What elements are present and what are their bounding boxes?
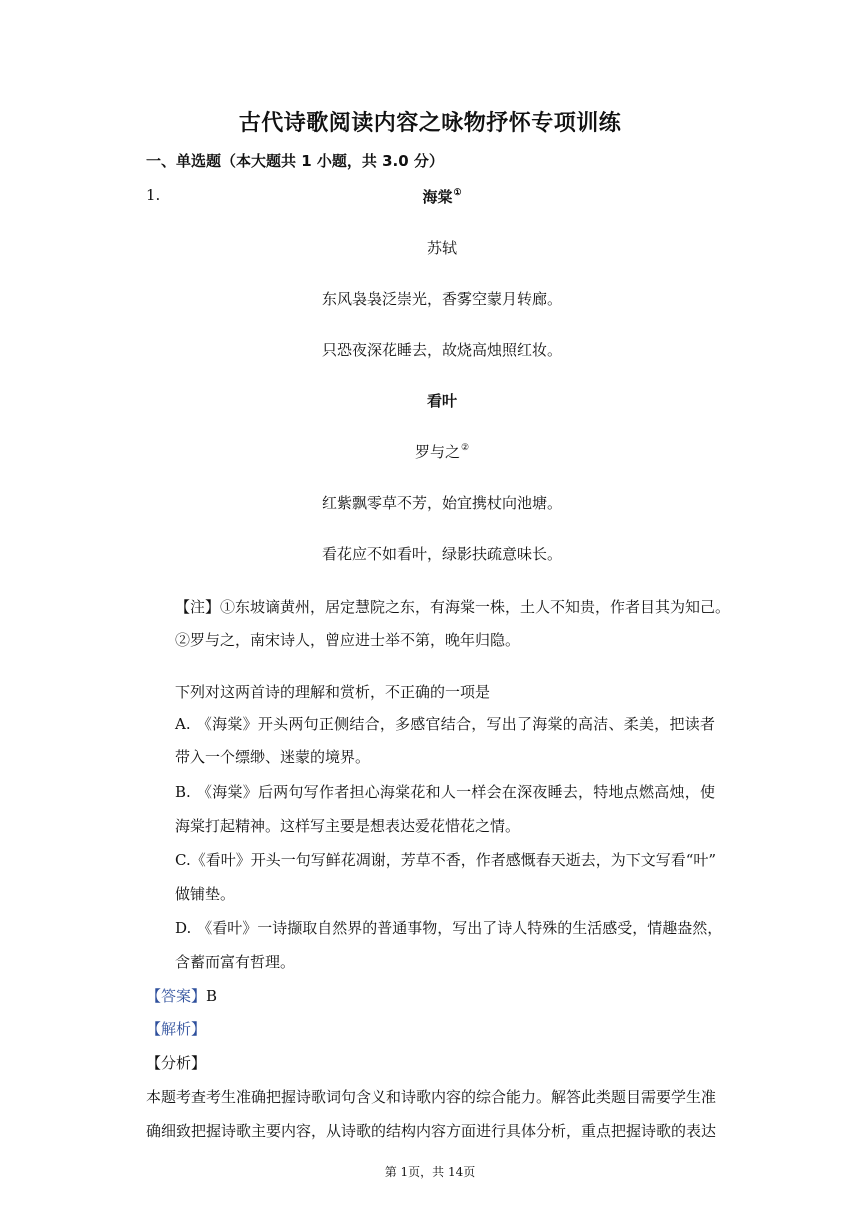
option-c-line-2: 做铺垫。 (175, 885, 236, 903)
poem2-author-note: ② (460, 443, 470, 453)
poem1-line-1: 东风袅袅泛崇光，香雾空蒙月转廊。 (321, 290, 562, 308)
option-a-line-2: 带入一个缥缈、迷蒙的境界。 (175, 748, 371, 766)
analysis-label: 【解析】 (146, 1020, 207, 1038)
poem1-line-2: 只恐夜深花睡去，故烧高烛照红妆。 (321, 341, 562, 359)
option-a-line-1 (175, 713, 715, 734)
option-b-line-2: 海棠打起精神。这样写主要是想表达爱花惜花之情。 (175, 817, 521, 835)
option-c-text: 《看叶》开头一句写鲜花凋谢，芳草不香，作者感慨春天逝去，为下文写看“叶” (190, 851, 717, 869)
question-stem: 下列对这两首诗的理解和赏析，不正确的一项是 (175, 683, 491, 701)
page-footer: 第 1页，共 14页 (384, 1165, 476, 1179)
poem1-title-line (0, 186, 860, 207)
note-line-2: ②罗与之，南宋诗人，曾应进士举不第，晚年归隐。 (175, 631, 521, 649)
option-d-line-2: 含蓄而富有哲理。 (175, 953, 296, 971)
option-c-line-1 (175, 849, 715, 870)
option-a-text: 《海棠》开头两句正侧结合，多感官结合，写出了海棠的高洁、柔美，把读者 (196, 715, 715, 733)
poem2-author-line (0, 441, 860, 462)
option-d-line-1 (175, 917, 723, 938)
option-b-line-1 (175, 781, 715, 802)
poem1-author: 苏轼 (426, 239, 457, 257)
poem2-line-1: 红紫飘零草不芳，始宜携杖向池塘。 (321, 494, 562, 512)
answer-line (146, 985, 217, 1006)
analysis-sub-label: 【分析】 (146, 1054, 207, 1072)
note-line-1: 【注】①东坡谪黄州，居定慧院之东，有海棠一株，土人不知贵，作者目其为知己。 (175, 598, 731, 616)
poem2-title: 看叶 (426, 392, 457, 410)
poem2-line-2: 看花应不如看叶，绿影扶疏意味长。 (321, 545, 562, 563)
option-b-label: B. (175, 783, 191, 801)
question-number: 1. (146, 186, 161, 204)
option-d-text: 《看叶》一诗撷取自然界的普通事物，写出了诗人特殊的生活感受，情趣盎然， (197, 919, 723, 937)
answer-label: 【答案】 (146, 987, 207, 1005)
analysis-text-line-1: 本题考查考生准确把握诗歌词句含义和诗歌内容的综合能力。解答此类题目需要学生准 (146, 1088, 717, 1106)
answer-value: B (206, 987, 218, 1005)
option-b-text: 《海棠》后两句写作者担心海棠花和人一样会在深夜睡去，特地点燃高烛，使 (196, 783, 715, 801)
option-d-label: D. (175, 919, 192, 937)
option-c-label: C. (175, 851, 191, 869)
option-a-label: A. (175, 715, 191, 733)
poem2-author: 罗与之 (414, 443, 460, 461)
section-heading: 一、单选题（本大题共 1 小题，共 3.0 分） (146, 152, 444, 170)
analysis-text-line-2: 确细致把握诗歌主要内容，从诗歌的结构内容方面进行具体分析，重点把握诗歌的表达 (146, 1122, 717, 1140)
poem1-title-note: ① (453, 188, 462, 198)
page-title: 古代诗歌阅读内容之咏物抒怀专项训练 (238, 110, 622, 136)
poem1-title: 海棠 (422, 188, 453, 206)
